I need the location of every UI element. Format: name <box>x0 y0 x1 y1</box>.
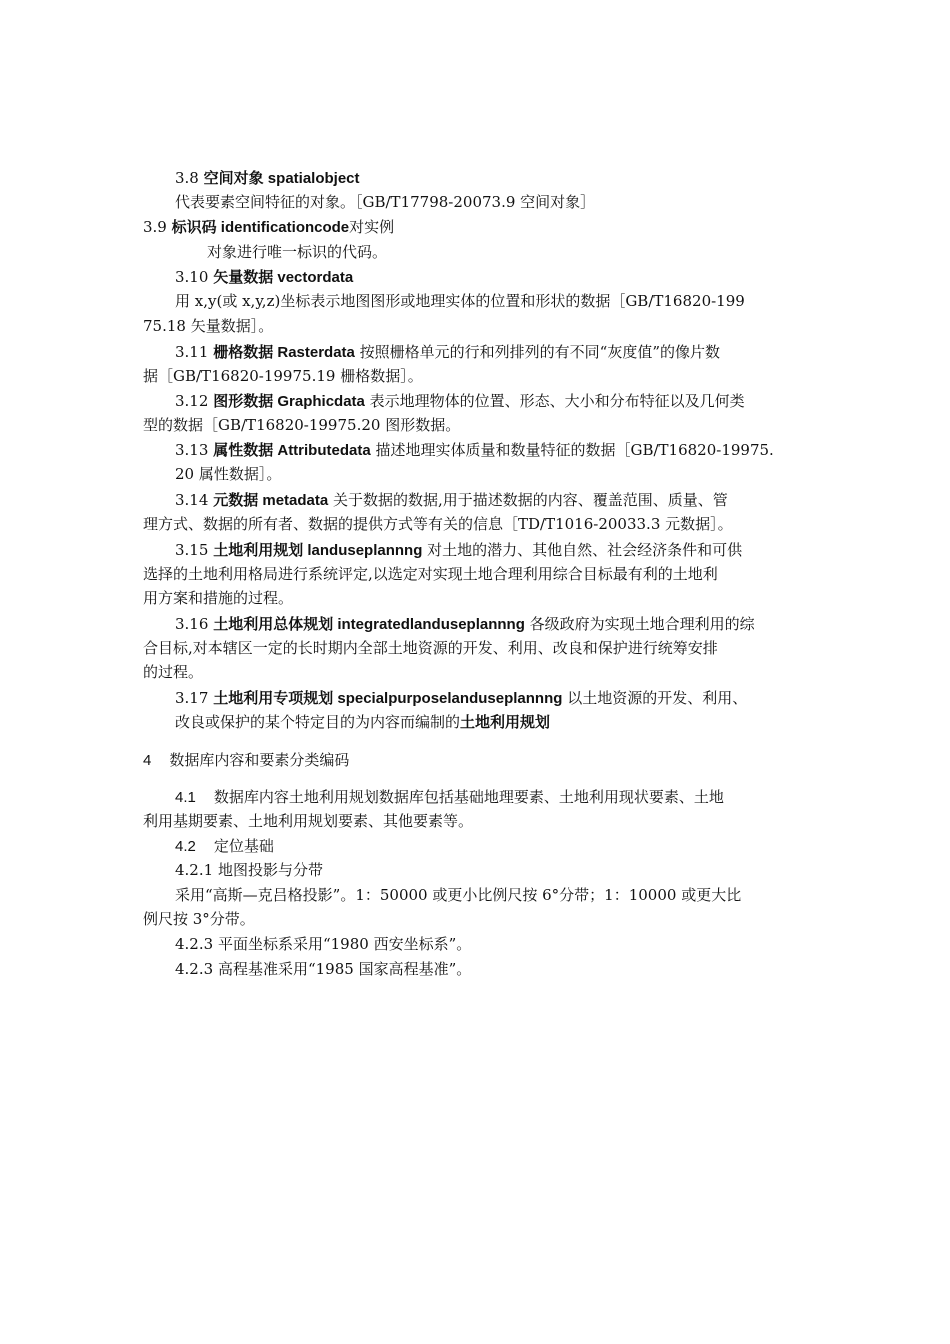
clause-3-15-line-1 <box>175 538 742 563</box>
clause-3-12-line-2: 型的数据［GB/T16820-19975.20 图形数据。 <box>143 416 461 434</box>
clause-text: 描述地理实体质量和数量特征的数据［GB/T16820-19975. <box>375 441 774 459</box>
clause-3-12-line-1 <box>175 389 745 414</box>
clause-3-10-heading <box>175 265 353 290</box>
clause-text: 按照栅格单元的行和列排列的有不同“灰度值”的像片数 <box>359 343 721 361</box>
clause-3-16-line-1 <box>175 612 755 637</box>
clause-number: 3.11 <box>175 343 209 361</box>
clause-number: 3.17 <box>175 689 209 707</box>
clause-text: 对土地的潜力、其他自然、社会经济条件和可供 <box>427 541 743 559</box>
clause-3-8-text: 代表要素空间特征的对象。［GB/T17798-20073.9 空间对象］ <box>175 193 596 211</box>
clause-4-2-heading <box>175 834 274 859</box>
clause-3-9-heading <box>143 215 394 240</box>
clause-term: 数据库内容 <box>213 789 289 806</box>
clause-term: 土地利用总体规划 integratedlanduseplannng <box>213 616 525 633</box>
clause-number: 3.14 <box>175 491 209 509</box>
clause-3-16-line-2: 合目标,对本辖区一定的长时期内全部土地资源的开发、利用、改良和保护进行统筹安排 <box>143 639 718 657</box>
clause-text: 对实例 <box>349 219 395 236</box>
clause-number: 4.2 <box>175 838 196 855</box>
clause-term: 属性数据 Attributedata <box>213 442 371 459</box>
clause-term: 矢量数据 vectordata <box>213 269 354 286</box>
clause-3-10-text-1: 用 x,y(或 x,y,z)坐标表示地图图形或地理实体的位置和形状的数据［GB/T16820-199 <box>175 292 745 310</box>
clause-number: 3.12 <box>175 392 209 410</box>
clause-3-15-line-3: 用方案和措施的过程。 <box>143 589 294 607</box>
clause-text: 改良或保护的某个特定目的为内容而编制的 <box>175 714 461 731</box>
clause-3-17-line-2 <box>175 710 550 735</box>
clause-number: 3.16 <box>175 615 209 633</box>
clause-3-11-line-1 <box>175 340 720 365</box>
clause-number: 3.8 <box>175 169 199 187</box>
clause-term: 元数据 metadata <box>213 492 329 509</box>
clause-3-16-line-3: 的过程。 <box>143 663 204 681</box>
clause-term: 空间对象 spatialobject <box>203 170 360 187</box>
clause-term-emphasis: 土地利用规划 <box>460 714 551 731</box>
clause-3-13-line-1 <box>175 438 774 463</box>
chapter-title: 数据库内容和要素分类编码 <box>169 752 350 769</box>
clause-3-9-text: 对象进行唯一标识的代码。 <box>207 243 388 261</box>
clause-4-2-3-elevation <box>175 957 471 981</box>
clause-3-17-line-1 <box>175 686 747 711</box>
clause-number: 3.10 <box>175 268 209 286</box>
clause-term: 土地利用专项规划 specialpurposelanduseplannng <box>213 690 563 707</box>
clause-3-13-line-2: 20 属性数据］。 <box>175 465 282 483</box>
clause-text: 各级政府为实现土地合理利用的综 <box>529 615 755 633</box>
clause-term: 定位基础 <box>213 838 274 855</box>
chapter-4-heading <box>143 748 349 773</box>
clause-title: 地图投影与分带 <box>217 861 323 879</box>
clause-text: 关于数据的数据,用于描述数据的内容、覆盖范围、质量、管 <box>333 491 728 509</box>
clause-text: 表示地理物体的位置、形态、大小和分布特征以及几何类 <box>369 392 745 410</box>
clause-3-15-line-2: 选择的土地利用格局进行系统评定,以选定对实现土地合理利用综合目标最有利的土地利 <box>143 565 718 583</box>
clause-4-2-1-text-1: 采用“高斯—克吕格投影”。1：50000 或更小比例尺按 6°分带；1：10000 或更大比 <box>175 886 742 904</box>
clause-number: 3.15 <box>175 541 209 559</box>
clause-number: 3.13 <box>175 441 209 459</box>
clause-term: 图形数据 Graphicdata <box>213 393 365 410</box>
clause-term: 栅格数据 Rasterdata <box>213 344 355 361</box>
clause-number: 4.2.3 <box>175 935 214 953</box>
clause-4-2-1-text-2: 例尺按 3°分带。 <box>143 910 255 928</box>
clause-4-1-line-1 <box>175 785 724 810</box>
clause-number: 3.9 <box>143 218 167 236</box>
clause-4-1-line-2: 利用基期要素、土地利用规划要素、其他要素等。 <box>143 812 474 830</box>
clause-number: 4.2.3 <box>175 960 214 978</box>
clause-text: 土地利用规划数据库包括基础地理要素、土地利用现状要素、土地 <box>288 788 724 806</box>
clause-3-8-heading <box>175 166 360 191</box>
clause-term: 土地利用规划 landuseplannng <box>213 542 423 559</box>
clause-4-2-3-coordinate <box>175 932 471 956</box>
clause-3-14-line-1 <box>175 488 728 513</box>
clause-text: 高程基准采用“1985 国家高程基准”。 <box>217 960 472 978</box>
chapter-number: 4 <box>143 752 152 769</box>
clause-number: 4.2.1 <box>175 861 214 879</box>
clause-number: 4.1 <box>175 789 196 806</box>
clause-text: 平面坐标系采用“1980 西安坐标系”。 <box>217 935 472 953</box>
clause-3-10-text-2: 75.18 矢量数据］。 <box>143 317 274 335</box>
clause-4-2-1-heading <box>175 858 323 882</box>
clause-term: 标识码 identificationcode <box>171 219 350 236</box>
clause-text: 以土地资源的开发、利用、 <box>567 689 748 707</box>
clause-3-11-line-2: 据［GB/T16820-19975.19 栅格数据］。 <box>143 367 423 385</box>
clause-3-14-line-2: 理方式、数据的所有者、数据的提供方式等有关的信息［TD/T1016-20033.3 元数据］。 <box>143 515 733 533</box>
